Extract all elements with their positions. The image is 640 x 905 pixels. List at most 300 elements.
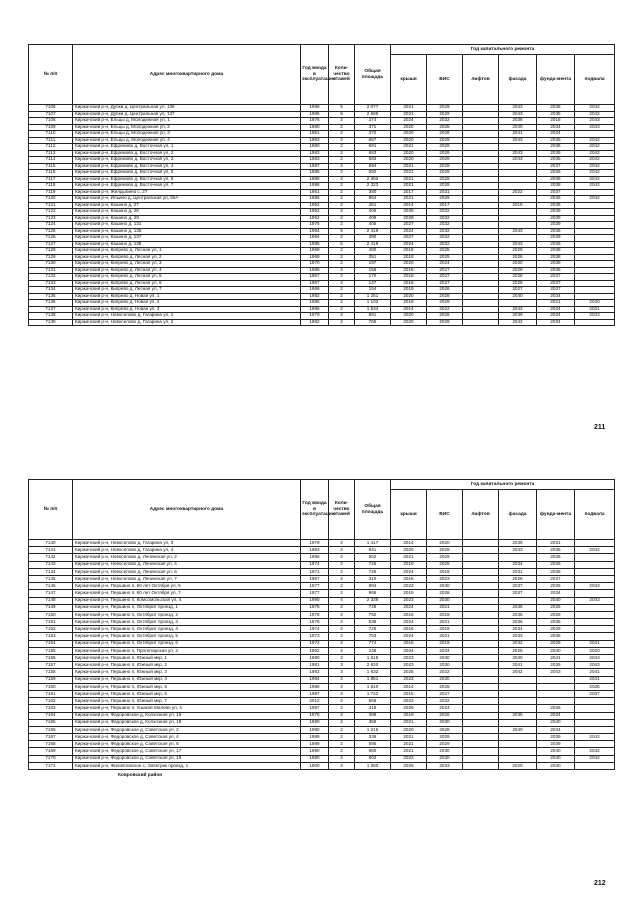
cell-floors: 4 <box>329 597 355 604</box>
cell-roof: 2014 <box>391 202 427 209</box>
cell-basement: 2042 <box>575 183 615 190</box>
cell-year: 1987 <box>301 705 329 712</box>
cell-address: Киржачский р-н, Кашино д, 27 <box>73 202 301 209</box>
cell-area: 725 <box>355 626 391 633</box>
cell-address: Киржачский р-н, Новоселово д, Гагарина ул, 1 <box>73 313 301 320</box>
cell-address: Киржачский р-н, Кипрево д, Лесная ул, 2 <box>73 254 301 261</box>
cell-address: Киржачский р-н, Першино п, Южный мкр, 3 <box>73 669 301 676</box>
cell-floors: 2 <box>329 215 355 222</box>
cell-area: 1 534 <box>355 306 391 313</box>
cell-vis: 2032 <box>427 118 463 125</box>
cell-address: Киржачский р-н, Новоселово д, Ленинская ул, 4 <box>73 561 301 568</box>
cell-roof: 2020 <box>391 293 427 300</box>
cell-foundation: 2035 <box>537 111 575 118</box>
cell-vis: 2030 <box>427 748 463 755</box>
cell-floors: 2 <box>329 222 355 229</box>
cell-vis: 2019 <box>427 626 463 633</box>
cell-area: 339 <box>355 734 391 741</box>
cell-floors: 5 <box>329 241 355 248</box>
cell-roof: 2028 <box>391 209 427 216</box>
cell-basement: 2042 <box>575 170 615 177</box>
cell-vis: 2032 <box>427 209 463 216</box>
cell-roof: 2019 <box>391 287 427 294</box>
cell-facade: 2040 <box>499 124 537 131</box>
cell-vis: 2032 <box>427 698 463 705</box>
cell-foundation: 2037 <box>537 189 575 196</box>
cell-year: 1982 <box>301 319 329 326</box>
cell-floors: 3 <box>329 662 355 669</box>
cell-area: 683 <box>355 157 391 164</box>
cell-vis: 2032 <box>427 228 463 235</box>
header-address: Адрес многоквартирного дома <box>73 480 301 540</box>
cell-year: 1980 <box>301 726 329 733</box>
cell-area: 451 <box>355 202 391 209</box>
table-row <box>29 734 615 741</box>
cell-address: Киржачский р-н, Першино п, Октябрит проезд, 4 <box>73 626 301 633</box>
cell-year: 1973 <box>301 633 329 640</box>
cell-foundation: 2034 <box>537 590 575 597</box>
cell-roof: 2026 <box>391 705 427 712</box>
cell-year: 1983 <box>301 547 329 554</box>
cell-year: 1977 <box>301 583 329 590</box>
cell-address: Киржачский р-н, Ефремово д, Восточная ул, 4 <box>73 163 301 170</box>
cell-vis: 2030 <box>427 597 463 604</box>
cell-area: 2 620 <box>355 662 391 669</box>
cell-area: 753 <box>355 633 391 640</box>
cell-roof: 2026 <box>391 762 427 769</box>
cell-floors: 2 <box>329 755 355 762</box>
cell-num: 7163 <box>29 705 73 712</box>
cell-roof: 2021 <box>391 741 427 748</box>
cell-facade: 2038 <box>499 118 537 125</box>
cell-address: Киржачский р-н, Першино п, 60 лет Октября ул, 7 <box>73 590 301 597</box>
cell-address: Киржачский р-н, Кипрево д, Новая ул, 2 <box>73 300 301 307</box>
cell-year: 1987 <box>301 163 329 170</box>
cell-lift <box>463 547 499 554</box>
cell-year: 1989 <box>301 741 329 748</box>
cell-vis: 2019 <box>427 611 463 618</box>
cell-basement: 2042 <box>575 755 615 762</box>
cell-lift <box>463 619 499 626</box>
cell-num: 7158 <box>29 669 73 676</box>
cell-roof: 2020 <box>391 124 427 131</box>
cell-area: 371 <box>355 124 391 131</box>
cell-lift <box>463 741 499 748</box>
cell-address: Киржачский р-н, Першино п, Октябрит проезд, 2 <box>73 611 301 618</box>
cell-vis: 2029 <box>427 300 463 307</box>
cell-year: 1974 <box>301 626 329 633</box>
cell-roof: 2018 <box>391 575 427 582</box>
cell-year: 1977 <box>301 590 329 597</box>
cell-roof: 2021 <box>391 719 427 726</box>
cell-num: 7109 <box>29 124 73 131</box>
cell-foundation <box>537 690 575 697</box>
cell-basement: 2036 <box>575 683 615 690</box>
cell-address: Киржачский р-н, Новоселово д, Гагарина ул, 3 <box>73 540 301 547</box>
cell-area: 1 080 <box>355 762 391 769</box>
cell-floors: 2 <box>329 163 355 170</box>
cell-lift <box>463 705 499 712</box>
cell-year: 1986 <box>301 105 329 112</box>
cell-num: 7134 <box>29 287 73 294</box>
cell-num: 7144 <box>29 568 73 575</box>
cell-foundation <box>537 683 575 690</box>
cell-facade <box>499 755 537 762</box>
cell-area: 390 <box>355 235 391 242</box>
cell-address: Киржачский р-н, Першино п, Октябрит проезд, 6 <box>73 640 301 647</box>
table-row <box>29 647 615 654</box>
cell-roof: 2020 <box>391 261 427 268</box>
cell-basement: 2041 <box>575 640 615 647</box>
cell-num: 7138 <box>29 313 73 320</box>
cell-roof: 2021 <box>391 170 427 177</box>
cell-basement <box>575 554 615 561</box>
cell-floors: 2 <box>329 235 355 242</box>
cell-facade: 2035 <box>499 611 537 618</box>
cell-vis: 2026 <box>427 287 463 294</box>
cell-roof: 2023 <box>391 676 427 683</box>
cell-basement <box>575 705 615 712</box>
cell-year: 1985 <box>301 300 329 307</box>
cell-lift <box>463 762 499 769</box>
cell-foundation: 2036 <box>537 561 575 568</box>
cell-vis: 2030 <box>427 583 463 590</box>
cell-year: 1952 <box>301 215 329 222</box>
cell-facade: 2043 <box>499 157 537 164</box>
cell-facade: 2027 <box>499 287 537 294</box>
cell-basement <box>575 698 615 705</box>
cell-num: 7108 <box>29 118 73 125</box>
cell-year: 1980 <box>301 144 329 151</box>
cell-vis: 2022 <box>427 669 463 676</box>
cell-address: Киржачский р-н, Кипрево д, Лесная ул, 7 <box>73 287 301 294</box>
cell-facade: 2031 <box>499 568 537 575</box>
cell-num: 7125 <box>29 228 73 235</box>
cell-address: Киржачский р-н, Федоровское д, Советская ул, 19 <box>73 755 301 762</box>
cell-basement: 2041 <box>575 669 615 676</box>
cell-foundation: 2043 <box>537 669 575 676</box>
cell-area: 861 <box>355 313 391 320</box>
cell-lift <box>463 662 499 669</box>
cell-area: 351 <box>355 254 391 261</box>
cell-foundation: 2036 <box>537 241 575 248</box>
cell-floors: 2 <box>329 647 355 654</box>
cell-area: 405 <box>355 222 391 229</box>
cell-foundation: 2029 <box>537 626 575 633</box>
cell-vis: 2031 <box>427 189 463 196</box>
cell-lift <box>463 719 499 726</box>
cell-basement <box>575 319 615 326</box>
cell-address: Киржачский р-н, Федоровское д, Колхозная ул, 19 <box>73 719 301 726</box>
cell-area: 2 077 <box>355 105 391 112</box>
cell-area: 310 <box>355 575 391 582</box>
cell-basement <box>575 604 615 611</box>
cell-foundation: 2036 <box>537 170 575 177</box>
cell-address: Киржачский р-н, Першино п, Южный мкр, 1 <box>73 655 301 662</box>
cell-roof: 2020 <box>391 547 427 554</box>
cell-roof: 2022 <box>391 755 427 762</box>
table-row <box>29 611 615 618</box>
cell-facade <box>499 734 537 741</box>
cell-floors: 2 <box>329 144 355 151</box>
cell-year: 1983 <box>301 137 329 144</box>
cell-foundation: 2039 <box>537 235 575 242</box>
table-row <box>29 705 615 712</box>
cell-floors: 2 <box>329 611 355 618</box>
cell-vis: 2033 <box>427 762 463 769</box>
cell-foundation: 2035 <box>537 137 575 144</box>
cell-roof: 2014 <box>391 683 427 690</box>
cell-vis: 2028 <box>427 313 463 320</box>
cell-roof: 2027 <box>391 222 427 229</box>
header-repair-group: Год капитального ремонта <box>391 45 615 55</box>
cell-roof: 2025 <box>391 669 427 676</box>
cell-year: 1976 <box>301 118 329 125</box>
cell-num: 7142 <box>29 554 73 561</box>
cell-year: 1990 <box>301 755 329 762</box>
cell-address: Киржачский р-н, Кипрево д, Новая ул, 3 <box>73 306 301 313</box>
cell-floors: 2 <box>329 170 355 177</box>
cell-facade: 2028 <box>499 280 537 287</box>
cell-area: 984 <box>355 583 391 590</box>
cell-foundation: 2018 <box>537 118 575 125</box>
header-foundation: фунда-мента <box>537 490 575 540</box>
cell-vis: 2020 <box>427 540 463 547</box>
cell-facade <box>499 748 537 755</box>
cell-facade: 2043 <box>499 150 537 157</box>
cell-floors: 2 <box>329 313 355 320</box>
cell-num: 7137 <box>29 306 73 313</box>
cell-num: 7164 <box>29 712 73 719</box>
cell-vis: 2029 <box>427 176 463 183</box>
cell-address: Киржачский р-н, Першино п, Октябрит проезд, 5 <box>73 633 301 640</box>
cell-area: 667 <box>355 137 391 144</box>
cell-foundation <box>537 676 575 683</box>
cell-area: 556 <box>355 698 391 705</box>
cell-area: 197 <box>355 261 391 268</box>
cell-lift <box>463 748 499 755</box>
cell-facade: 2041 <box>499 662 537 669</box>
header-address: Адрес многоквартирного дома <box>73 45 301 105</box>
cell-address: Киржачский р-н, Кипрево д, Лесная ул, 5 <box>73 274 301 281</box>
cell-vis: 2017 <box>427 202 463 209</box>
cell-area: 480 <box>355 248 391 255</box>
cell-num: 7131 <box>29 267 73 274</box>
cell-num: 7153 <box>29 633 73 640</box>
cell-address: Киржачский р-н, Ельцы д, Молодежная ул, 4 <box>73 137 301 144</box>
cell-num: 7143 <box>29 561 73 568</box>
cell-address: Киржачский р-н, Кашино д, 138 <box>73 241 301 248</box>
cell-year: 1967 <box>301 274 329 281</box>
cell-facade <box>499 676 537 683</box>
cell-address: Киржачский р-н, Першино п, Ушаков Малево ул, 4 <box>73 705 301 712</box>
cell-vis: 2021 <box>427 604 463 611</box>
cell-lift <box>463 540 499 547</box>
cell-num: 7135 <box>29 293 73 300</box>
cell-area: 1 615 <box>355 655 391 662</box>
cell-floors: 2 <box>329 547 355 554</box>
table-row <box>29 683 615 690</box>
cell-roof: 2024 <box>391 118 427 125</box>
cell-year: 1800 <box>301 762 329 769</box>
cell-floors: 2 <box>329 748 355 755</box>
cell-facade: 2036 <box>499 619 537 626</box>
cell-vis: 2029 <box>427 170 463 177</box>
cell-facade <box>499 554 537 561</box>
cell-basement: 2042 <box>575 111 615 118</box>
cell-year: 1983 <box>301 157 329 164</box>
cell-basement <box>575 568 615 575</box>
cell-address: Киржачский р-н, Кашино д, 136 <box>73 228 301 235</box>
cell-facade: 2042 <box>499 669 537 676</box>
repair-table-page-212 <box>28 479 615 770</box>
cell-address: Киржачский р-н, Першино п, Южный мкр, 4 <box>73 676 301 683</box>
header-facade: фасада <box>499 490 537 540</box>
cell-roof: 2018 <box>391 248 427 255</box>
cell-roof: 2023 <box>391 655 427 662</box>
cell-lift <box>463 554 499 561</box>
cell-foundation: 2035 <box>537 547 575 554</box>
cell-lift <box>463 734 499 741</box>
cell-facade: 2034 <box>499 626 537 633</box>
header-num: № п/п <box>29 480 73 540</box>
cell-foundation: 2026 <box>537 604 575 611</box>
cell-vis: 2032 <box>427 235 463 242</box>
cell-vis: 2025 <box>427 248 463 255</box>
cell-num: 7147 <box>29 590 73 597</box>
cell-address: Киржачский р-н, Кашино д, 131 <box>73 222 301 229</box>
cell-foundation: 2039 <box>537 222 575 229</box>
cell-basement: 2042 <box>575 137 615 144</box>
cell-address: Киржачский р-н, Желдыбино с, 27 <box>73 189 301 196</box>
cell-area: 765 <box>355 319 391 326</box>
cell-num: 7166 <box>29 726 73 733</box>
cell-foundation: 2035 <box>537 583 575 590</box>
table-row <box>29 676 615 683</box>
cell-foundation: 2036 <box>537 144 575 151</box>
cell-facade: 2040 <box>499 655 537 662</box>
cell-foundation: 2037 <box>537 280 575 287</box>
cell-facade <box>499 705 537 712</box>
cell-roof: 2019 <box>391 561 427 568</box>
cell-basement <box>575 611 615 618</box>
cell-roof: 2024 <box>391 633 427 640</box>
cell-floors: 2 <box>329 590 355 597</box>
cell-address: Киржачский р-н, Кипрево д, Лесная ул, 4 <box>73 267 301 274</box>
cell-year: 1969 <box>301 254 329 261</box>
cell-facade: 2043 <box>499 228 537 235</box>
cell-facade: 2041 <box>499 131 537 138</box>
cell-floors: 2 <box>329 741 355 748</box>
header-basement: подвала <box>575 55 615 105</box>
cell-roof: 2021 <box>391 183 427 190</box>
cell-roof: 2020 <box>391 319 427 326</box>
cell-roof: 2014 <box>391 540 427 547</box>
cell-lift <box>463 575 499 582</box>
cell-year: 1989 <box>301 734 329 741</box>
cell-facade: 2028 <box>499 267 537 274</box>
cell-facade: 2022 <box>499 189 537 196</box>
cell-foundation: 2034 <box>537 293 575 300</box>
cell-floors: 2 <box>329 248 355 255</box>
cell-floors: 2 <box>329 633 355 640</box>
cell-area: 726 <box>355 568 391 575</box>
cell-address: Киржачский р-н, Першино п, 60 лет Октября ул, 5 <box>73 583 301 590</box>
cell-area: 154 <box>355 287 391 294</box>
cell-roof: 2015 <box>391 640 427 647</box>
cell-area: 374 <box>355 118 391 125</box>
cell-roof: 2020 <box>391 137 427 144</box>
cell-foundation: 2028 <box>537 640 575 647</box>
cell-roof: 2020 <box>391 157 427 164</box>
cell-vis: 2026 <box>427 712 463 719</box>
table-row <box>29 319 615 326</box>
cell-year: 1983 <box>301 150 329 157</box>
cell-floors: 2 <box>329 719 355 726</box>
cell-address: Киржачский р-н, Федоровское д, Советская ул, 2 <box>73 726 301 733</box>
cell-facade: 2043 <box>499 241 537 248</box>
cell-year: 1981 <box>301 662 329 669</box>
cell-floors: 2 <box>329 705 355 712</box>
cell-address: Киржачский р-н, Новоселово д, Гагарина ул, 4 <box>73 547 301 554</box>
cell-address: Киржачский р-н, Новоселово д, Ленинская ул, 2 <box>73 554 301 561</box>
cell-basement: 2043 <box>575 662 615 669</box>
cell-vis: 2029 <box>427 554 463 561</box>
cell-floors: 2 <box>329 319 355 326</box>
cell-floors: 2 <box>329 137 355 144</box>
cell-floors: 2 <box>329 619 355 626</box>
table-row <box>29 575 615 582</box>
cell-floors: 2 <box>329 540 355 547</box>
cell-num: 7126 <box>29 235 73 242</box>
cell-foundation: 2037 <box>537 287 575 294</box>
cell-year: 1984 <box>301 228 329 235</box>
cell-floors: 3 <box>329 655 355 662</box>
cell-num: 7159 <box>29 676 73 683</box>
cell-roof: 2021 <box>391 163 427 170</box>
cell-num: 7119 <box>29 189 73 196</box>
cell-floors: 2 <box>329 698 355 705</box>
cell-roof: 2024 <box>391 604 427 611</box>
cell-roof: 2018 <box>391 300 427 307</box>
cell-address: Киржачский р-н, Першино п, Южный мкр, 6 <box>73 690 301 697</box>
cell-basement <box>575 633 615 640</box>
cell-num: 7129 <box>29 254 73 261</box>
table-row <box>29 640 615 647</box>
cell-lift <box>463 597 499 604</box>
cell-area: 170 <box>355 274 391 281</box>
page-number: 212 <box>594 880 606 887</box>
cell-address: Киржачский р-н, Ефремово д, Восточная ул, 3 <box>73 157 301 164</box>
cell-basement: 2042 <box>575 176 615 183</box>
cell-roof: 2021 <box>391 748 427 755</box>
cell-area: 1 722 <box>355 690 391 697</box>
cell-roof: 2023 <box>391 662 427 669</box>
cell-vis: 2029 <box>427 547 463 554</box>
cell-vis: 2029 <box>427 741 463 748</box>
table-row <box>29 626 615 633</box>
cell-num: 7149 <box>29 604 73 611</box>
cell-facade: 2043 <box>499 105 537 112</box>
cell-vis: 2032 <box>427 215 463 222</box>
cell-lift <box>463 669 499 676</box>
cell-vis: 2024 <box>427 261 463 268</box>
cell-vis: 2029 <box>427 111 463 118</box>
cell-roof: 2014 <box>391 306 427 313</box>
header-basement: подвала <box>575 490 615 540</box>
cell-vis: 2021 <box>427 633 463 640</box>
cell-floors: 2 <box>329 183 355 190</box>
